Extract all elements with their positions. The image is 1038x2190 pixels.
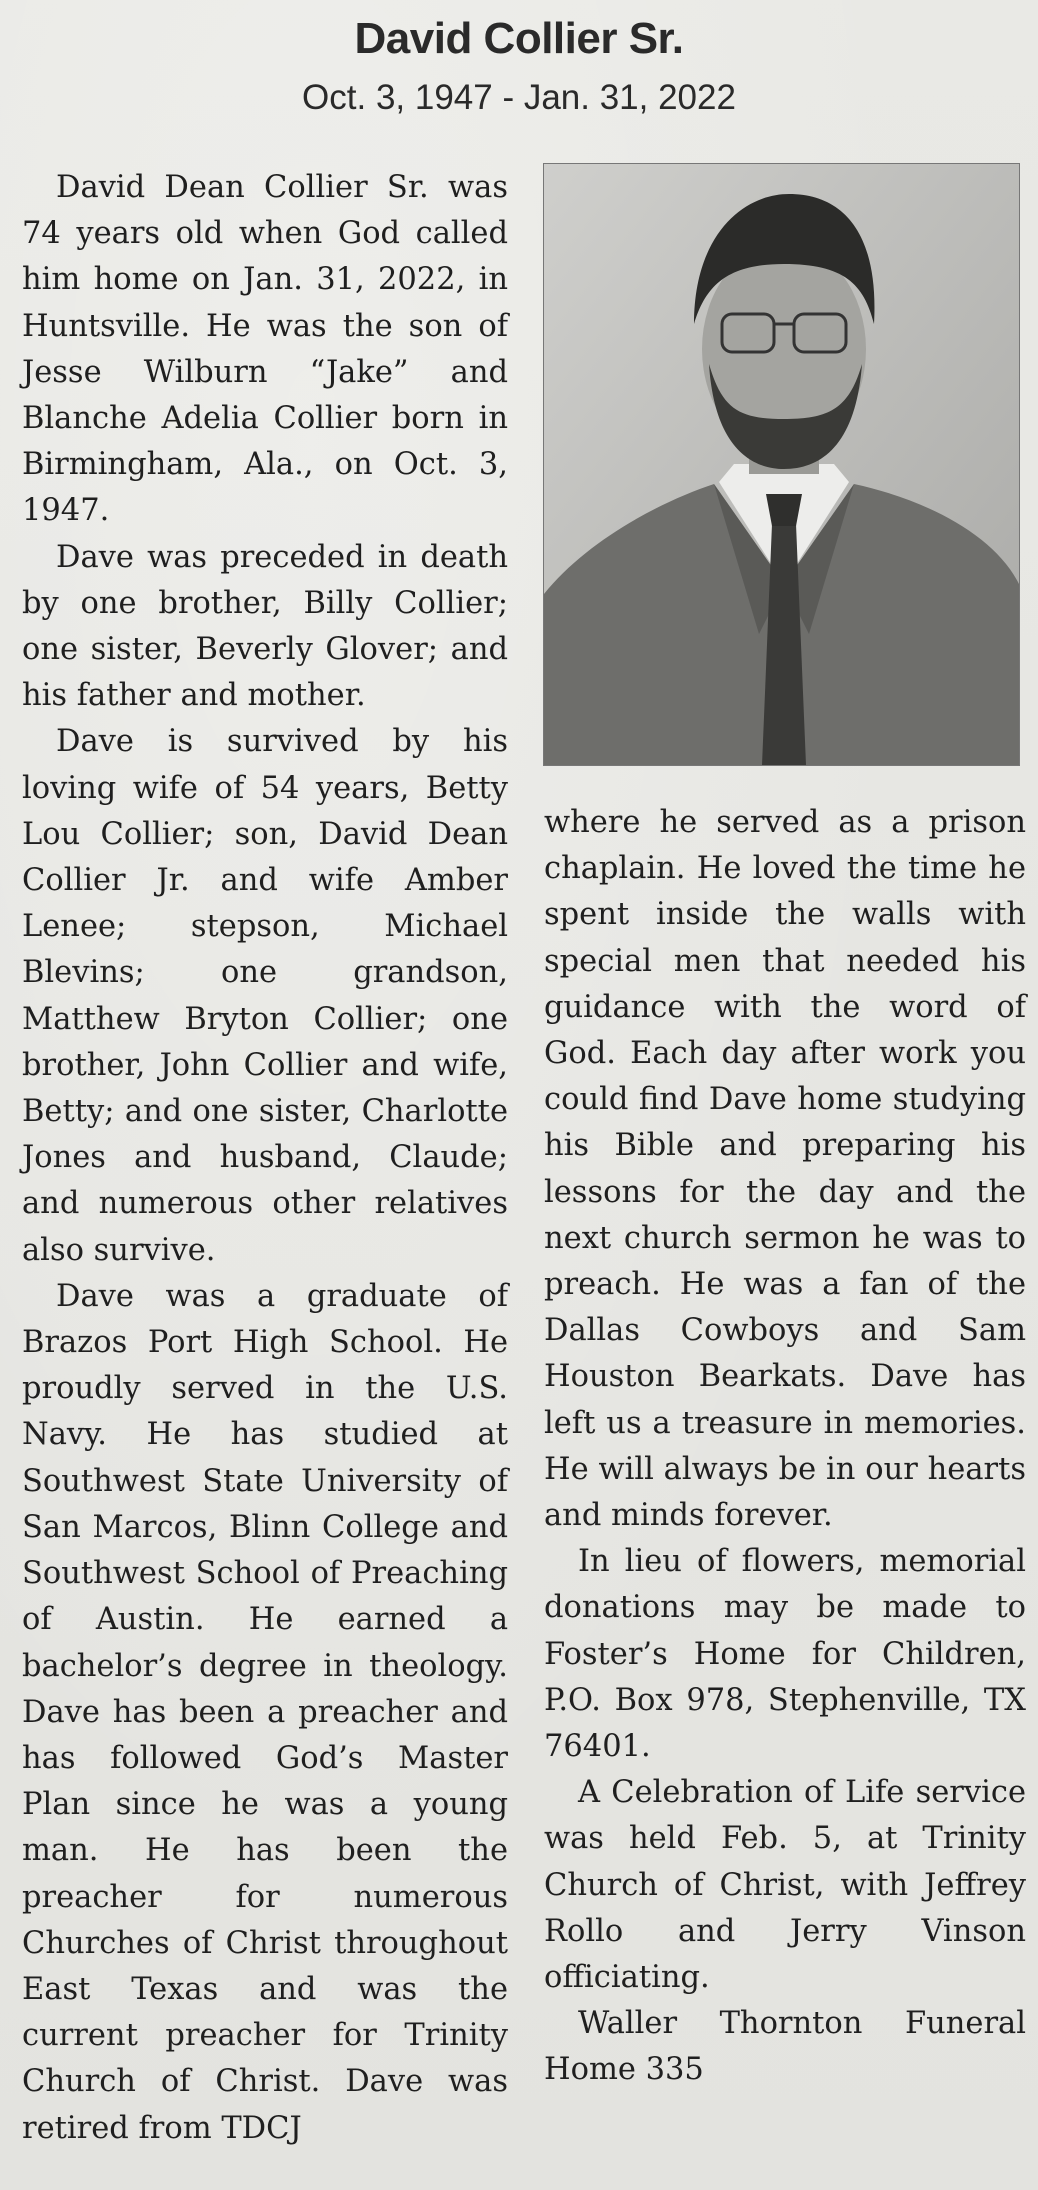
portrait-photo-icon (544, 164, 1019, 765)
paragraph-survived: Dave is survived by his loving wife of 54 years, Betty Lou Collier; son, David Dean Collier Jr. and wife Amber Lenee; stepson, Michael Blevins; one grandson, Matthew Bryton Collier; one brother, John Collier and wife, Betty; and one sister, Charlotte Jones and husband, Claude; and numerous other relatives also survive. (22, 724, 508, 1268)
portrait-photo (543, 163, 1020, 766)
paragraph-birth: David Dean Collier Sr. was 74 years old when God called him home on Jan. 31, 2022, in Huntsville. He was the son of Jesse Wilburn “Jake” and Blanche Adelia Collier born in Birmingham, Ala., on Oct. 3, 1947. (22, 170, 508, 529)
right-column (544, 800, 1026, 2094)
paragraph-career: Dave was a graduate of Brazos Port High School. He proudly served in the U.S. Navy. He has studied at Southwest State University of San Marcos, Blinn College and Southwest School of Preaching of Austin. He earned a bachelor’s degree in theology. Dave has been a preacher and has followed God’s Master Plan since he was a young man. He has been the preacher for numerous Churches of Christ throughout East Texas and was the current preacher for Trinity Church of Christ. Dave was retired from TDCJ (22, 1278, 508, 2146)
obituary-title: David Collier Sr. (354, 14, 684, 63)
paragraph-preceded: Dave was preceded in death by one brother, Billy Collier; one sister, Beverly Glover; and his father and mother. (22, 539, 508, 714)
paragraph-service: A Celebration of Life service was held Feb. 5, at Trinity Church of Christ, with Jeffrey Rollo and Jerry Vinson officiating. (544, 1775, 1026, 1996)
left-column (22, 165, 508, 2152)
paragraph-funeral-home: Waller Thornton Funeral Home 335 (544, 2006, 1026, 2088)
paragraph-donations: In lieu of flowers, memorial donations may be made to Foster’s Home for Children, P.O. Box 978, Stephenville, TX 76401. (544, 1544, 1026, 1765)
life-dates: Oct. 3, 1947 - Jan. 31, 2022 (302, 78, 736, 117)
paragraph-chaplain: where he served as a prison chaplain. He loved the time he spent inside the walls with special men that needed his guidance with the word of God. Each day after work you could find Dave home studying his Bible and preparing his lessons for the day and the next church sermon he was to preach. He was a fan of the Dallas Cowboys and Sam Houston Bearkats. Dave has left us a treasure in memories. He will always be in our hearts and minds forever. (544, 805, 1026, 1534)
